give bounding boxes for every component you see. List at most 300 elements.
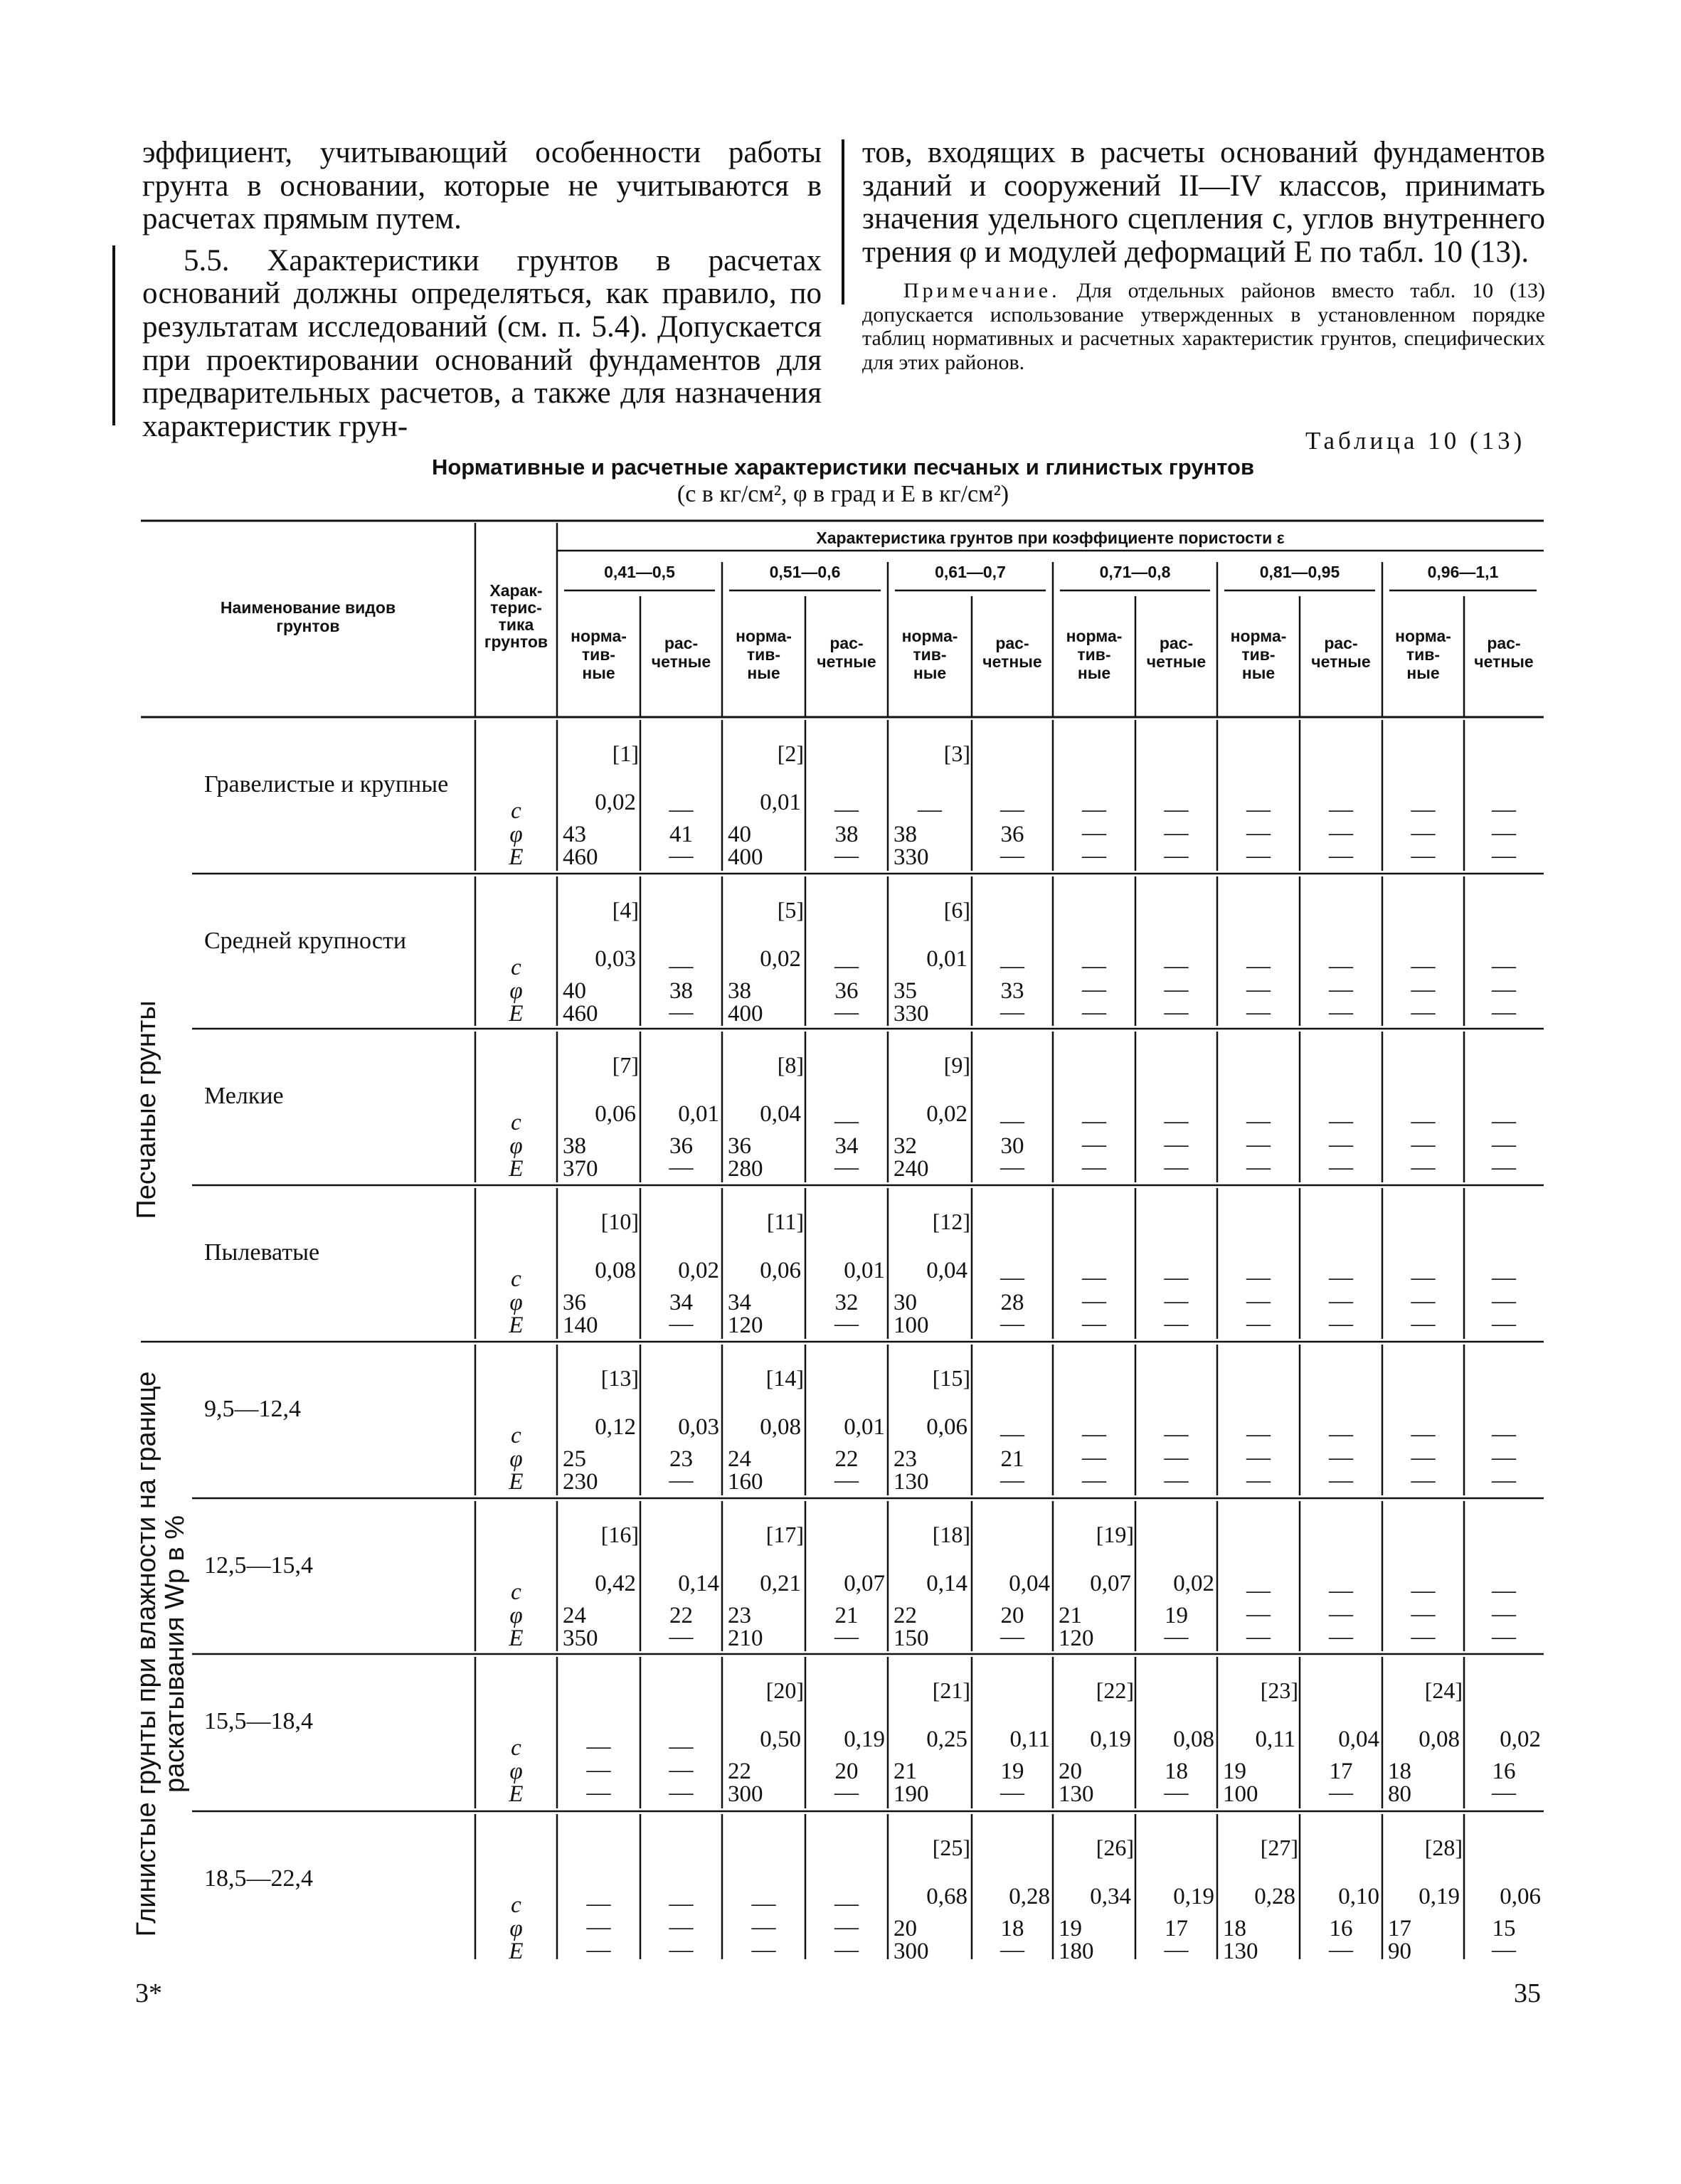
- symbol-phi: φ: [509, 1133, 523, 1159]
- cell-value-c: 0,14: [926, 1571, 967, 1596]
- cell-value-phi: 23: [893, 1446, 917, 1472]
- cell-dash: —: [834, 796, 859, 822]
- symbol-c: c: [511, 1110, 521, 1135]
- cell-value-c: 0,28: [1254, 1884, 1295, 1909]
- cell-value-phi: 41: [669, 822, 693, 847]
- cell-index: [5]: [777, 897, 804, 923]
- cell-value-e: 350: [563, 1626, 598, 1651]
- cell-dash: —: [1246, 1108, 1271, 1134]
- cell-dash: —: [1411, 1623, 1436, 1650]
- cell-dash: —: [1246, 1601, 1271, 1627]
- cell-dash: —: [669, 1914, 694, 1940]
- cell-value-phi: 24: [563, 1603, 586, 1628]
- header-norm: ные: [1406, 664, 1440, 682]
- cell-dash: —: [1492, 953, 1516, 979]
- cell-value-phi: 19: [1000, 1759, 1024, 1784]
- group-label-sand: Песчаные грунты: [132, 1000, 161, 1219]
- cell-index: [19]: [1096, 1522, 1134, 1547]
- cell-dash: —: [1411, 820, 1436, 846]
- paragraph-continuation: эффициент, учитывающий особенности работы грунта в основании, которые не учитываются в расчетах прямым путем.: [142, 136, 822, 236]
- cell-dash: —: [1000, 1108, 1024, 1134]
- cell-value-phi: 35: [893, 978, 917, 1004]
- cell-value-phi: 34: [728, 1290, 751, 1315]
- header-range: 0,61—0,7: [935, 563, 1006, 581]
- cell-dash: —: [834, 953, 859, 979]
- cell-dash: —: [1492, 1623, 1516, 1650]
- cell-value-c: 0,02: [1500, 1727, 1541, 1752]
- header-range: 0,51—0,6: [769, 563, 841, 581]
- table-label: Таблица 10 (13): [1305, 427, 1526, 455]
- cell-value-phi: 21: [1000, 1446, 1024, 1472]
- cell-dash: —: [1246, 1310, 1271, 1337]
- cell-dash: —: [1082, 1310, 1106, 1337]
- cell-value-e: 400: [728, 1001, 763, 1027]
- cell-value-phi: 36: [728, 1133, 751, 1159]
- cell-dash: —: [1492, 1131, 1516, 1157]
- cell-value-c: 0,08: [760, 1414, 801, 1440]
- cell-dash: —: [669, 953, 694, 979]
- cell-value-phi: 19: [1059, 1916, 1082, 1941]
- cell-dash: —: [1246, 999, 1271, 1025]
- cell-value-e: 210: [728, 1626, 763, 1651]
- cell-value-e: 80: [1388, 1781, 1411, 1807]
- cell-dash: —: [1164, 1108, 1189, 1134]
- header-norm: ные: [913, 664, 947, 682]
- cell-value-c: 0,19: [1418, 1884, 1460, 1909]
- cell-dash: —: [669, 1310, 694, 1337]
- cell-dash: —: [1164, 1131, 1189, 1157]
- symbol-e: E: [509, 1626, 524, 1651]
- cell-dash: —: [1246, 1131, 1271, 1157]
- cell-dash: —: [669, 1623, 694, 1650]
- cell-dash: —: [1329, 820, 1353, 846]
- cell-value-c: 0,01: [844, 1414, 885, 1440]
- footer-signature: 3*: [135, 1978, 162, 2008]
- cell-dash: —: [1164, 953, 1189, 979]
- header-group: Характеристика грунтов при коэффициенте пористости ε: [816, 529, 1285, 547]
- cell-dash: —: [1492, 820, 1516, 846]
- cell-value-c: 0,04: [1338, 1727, 1379, 1752]
- cell-dash: —: [1329, 1288, 1353, 1314]
- cell-value-c: 0,25: [926, 1727, 967, 1752]
- cell-dash: —: [1411, 1154, 1436, 1180]
- cell-dash: —: [1329, 999, 1353, 1025]
- cell-value-c: 0,03: [595, 946, 636, 972]
- cell-index: [7]: [612, 1052, 639, 1078]
- cell-dash: —: [751, 1914, 776, 1940]
- cell-dash: —: [1411, 1577, 1436, 1603]
- header-calc: рас-: [995, 634, 1029, 652]
- cell-dash: —: [1246, 1577, 1271, 1603]
- cell-value-phi: 19: [1223, 1759, 1246, 1784]
- group-label-clay-sub: раскатывания Wp в %: [160, 1515, 190, 1793]
- cell-value-c: 0,08: [1418, 1727, 1460, 1752]
- cell-value-phi: 15: [1492, 1916, 1516, 1941]
- cell-dash: —: [669, 842, 694, 869]
- cell-dash: —: [1329, 1467, 1353, 1493]
- cell-dash: —: [1164, 1444, 1189, 1470]
- cell-value-phi: 21: [1059, 1603, 1082, 1628]
- cell-value-phi: 40: [563, 978, 586, 1004]
- cell-value-phi: 20: [1059, 1759, 1082, 1784]
- header-char: Харак-: [489, 581, 543, 600]
- symbol-c: c: [511, 1423, 521, 1448]
- cell-dash: —: [1246, 1264, 1271, 1290]
- cell-value-c: 0,04: [926, 1258, 967, 1283]
- header-char: терис-: [490, 598, 542, 617]
- cell-value-c: 0,02: [678, 1258, 719, 1283]
- cell-dash: —: [1000, 1623, 1024, 1650]
- cell-dash: —: [1329, 842, 1353, 869]
- cell-dash: —: [1246, 1623, 1271, 1650]
- cell-index: [17]: [765, 1522, 804, 1547]
- header-calc: рас-: [664, 634, 699, 652]
- paragraph-5-5: 5.5. Характеристики грунтов в расчетах оснований должны определяться, как правило, по результатам исследований (см. п. 5.4). Допускается при проектировании оснований фундаментов для предварительных расчетов, а также для назначения характеристик грун-: [142, 243, 822, 443]
- symbol-phi: φ: [509, 978, 523, 1004]
- cell-value-e: 460: [563, 1001, 598, 1027]
- cell-value-e: 160: [728, 1469, 763, 1495]
- cell-dash: —: [1164, 1310, 1189, 1337]
- cell-dash: —: [1246, 1154, 1271, 1180]
- cell-value-phi: 34: [669, 1290, 693, 1315]
- cell-value-c: 0,68: [926, 1884, 967, 1909]
- cell-index: [27]: [1260, 1835, 1298, 1860]
- cell-value-e: 300: [893, 1939, 929, 1964]
- symbol-phi: φ: [509, 1759, 523, 1784]
- cell-value-c: 0,01: [760, 790, 801, 815]
- cell-index: [20]: [765, 1677, 804, 1703]
- cell-dash: —: [1411, 1421, 1436, 1447]
- cell-value-phi: 38: [834, 822, 859, 847]
- cell-dash: —: [1492, 1288, 1516, 1314]
- header-calc: четные: [1146, 652, 1207, 671]
- header-norm: тив-: [581, 645, 616, 664]
- cell-value-c: 0,02: [926, 1101, 967, 1127]
- symbol-phi: φ: [509, 1603, 523, 1628]
- cell-value-e: 240: [893, 1156, 929, 1182]
- cell-index: [8]: [777, 1052, 804, 1078]
- cell-value-c: 0,06: [760, 1258, 801, 1283]
- table-title-main: Нормативные и расчетные характеристики песчаных и глинистых грунтов: [431, 455, 1255, 479]
- page-number: 35: [1514, 1978, 1541, 2008]
- header-calc: четные: [1474, 652, 1534, 671]
- header-norm: ные: [747, 664, 780, 682]
- cell-dash: —: [1246, 842, 1271, 869]
- symbol-c: c: [511, 1892, 521, 1918]
- cell-index: [16]: [600, 1522, 639, 1547]
- cell-dash: —: [1082, 1108, 1106, 1134]
- header-calc: четные: [982, 652, 1042, 671]
- cell-value-phi: 16: [1329, 1916, 1353, 1941]
- cell-value-phi: 24: [728, 1446, 751, 1472]
- cell-value-c: 0,19: [1090, 1727, 1131, 1752]
- cell-dash: —: [1164, 999, 1189, 1025]
- cell-value-c: 0,02: [1173, 1571, 1214, 1596]
- cell-dash: —: [1492, 1936, 1516, 1963]
- cell-index: [10]: [600, 1209, 639, 1234]
- cell-dash: —: [1082, 1467, 1106, 1493]
- cell-value-c: 0,01: [926, 946, 967, 972]
- cell-dash: —: [1082, 999, 1106, 1025]
- cell-dash: —: [1164, 1623, 1189, 1650]
- cell-dash: —: [1164, 976, 1189, 1002]
- cell-dash: —: [834, 1779, 859, 1806]
- symbol-e: E: [509, 1781, 524, 1807]
- header-calc: рас-: [1159, 634, 1194, 652]
- header-calc: рас-: [1487, 634, 1521, 652]
- cell-dash: —: [669, 1467, 694, 1493]
- symbol-e: E: [509, 1469, 524, 1495]
- symbol-phi: φ: [509, 1446, 523, 1472]
- cell-value-e: 330: [893, 1001, 929, 1027]
- cell-dash: —: [1492, 1779, 1516, 1806]
- cell-dash: —: [834, 1154, 859, 1180]
- cell-value-c: 0,11: [1009, 1727, 1050, 1752]
- table-subtitle: (c в кг/см², φ в град и E в кг/см²): [677, 481, 1009, 507]
- cell-value-c: 0,34: [1090, 1884, 1131, 1909]
- header-norm: норма-: [1395, 627, 1451, 645]
- cell-dash: —: [586, 1890, 611, 1917]
- cell-index: [15]: [932, 1365, 970, 1391]
- cell-dash: —: [1000, 1467, 1024, 1493]
- cell-dash: —: [1246, 1421, 1271, 1447]
- cell-value-phi: 32: [834, 1290, 859, 1315]
- cell-dash: —: [1411, 1108, 1436, 1134]
- header-range: 0,96—1,1: [1427, 563, 1499, 581]
- cell-value-phi: 38: [893, 822, 917, 847]
- cell-dash: —: [1246, 1444, 1271, 1470]
- cell-value-e: 370: [563, 1156, 598, 1182]
- cell-dash: —: [834, 1890, 859, 1917]
- cell-index: [26]: [1096, 1835, 1134, 1860]
- cell-dash: —: [1246, 796, 1271, 822]
- cell-dash: —: [1164, 1779, 1189, 1806]
- symbol-e: E: [509, 1313, 524, 1338]
- cell-dash: —: [834, 1936, 859, 1963]
- cell-value-c: 0,06: [926, 1414, 967, 1440]
- cell-value-e: 140: [563, 1313, 598, 1338]
- cell-dash: —: [1000, 796, 1024, 822]
- cell-dash: —: [1492, 976, 1516, 1002]
- header-range: 0,81—0,95: [1259, 563, 1340, 581]
- cell-dash: —: [1000, 1310, 1024, 1337]
- cell-value-phi: 36: [669, 1133, 693, 1159]
- cell-index: [25]: [932, 1835, 970, 1860]
- cell-value-e: 300: [728, 1781, 763, 1807]
- cell-value-phi: 38: [669, 978, 693, 1004]
- cell-value-c: 0,12: [595, 1414, 636, 1440]
- cell-dash: —: [834, 842, 859, 869]
- cell-value-phi: 22: [893, 1603, 917, 1628]
- cell-dash: —: [586, 1914, 611, 1940]
- cell-dash: —: [669, 1756, 694, 1783]
- cell-value-phi: 17: [1388, 1916, 1411, 1941]
- cell-value-c: 0,07: [844, 1571, 885, 1596]
- header-range: 0,41—0,5: [604, 563, 675, 581]
- cell-value-phi: 36: [1000, 822, 1024, 847]
- cell-dash: —: [1411, 1288, 1436, 1314]
- cell-value-phi: 18: [1223, 1916, 1246, 1941]
- cell-dash: —: [1411, 1444, 1436, 1470]
- soil-name: Гравелистые и крупные: [204, 771, 449, 797]
- cell-value-phi: 34: [834, 1133, 859, 1159]
- cell-value-c: 0,21: [760, 1571, 801, 1596]
- cell-dash: —: [1082, 1154, 1106, 1180]
- cell-dash: —: [669, 1733, 694, 1759]
- cell-dash: —: [586, 1756, 611, 1783]
- cell-dash: —: [1246, 820, 1271, 846]
- header-calc: четные: [651, 652, 711, 671]
- soil-name: 12,5—15,4: [204, 1552, 313, 1579]
- paragraph-right: тов, входящих в расчеты оснований фундаментов зданий и сооружений II—IV классов, принимать значения удельного сцепления c, углов внутреннего трения φ и модулей деформаций E по табл. 10 (13).: [862, 136, 1545, 269]
- cell-value-e: 400: [728, 844, 763, 870]
- cell-dash: —: [834, 1914, 859, 1940]
- header-norm: тив-: [1077, 645, 1111, 664]
- cell-value-c: 0,19: [1173, 1884, 1214, 1909]
- cell-dash: —: [1329, 1779, 1353, 1806]
- header-norm: ные: [1241, 664, 1276, 682]
- cell-dash: —: [1082, 1264, 1106, 1290]
- cell-dash: —: [1246, 1467, 1271, 1493]
- cell-dash: —: [1246, 1288, 1271, 1314]
- cell-dash: —: [1329, 1108, 1353, 1134]
- cell-value-e: 120: [1059, 1626, 1094, 1651]
- cell-dash: —: [1329, 1601, 1353, 1627]
- cell-value-c: 0,01: [844, 1258, 885, 1283]
- cell-dash: —: [1492, 1310, 1516, 1337]
- cell-dash: —: [669, 999, 694, 1025]
- cell-dash: —: [1492, 1154, 1516, 1180]
- cell-dash: —: [1000, 999, 1024, 1025]
- cell-dash: —: [1246, 976, 1271, 1002]
- cell-value-e: 120: [728, 1313, 763, 1338]
- cell-dash: —: [834, 1310, 859, 1337]
- cell-dash: —: [1492, 1577, 1516, 1603]
- header-name: грунтов: [276, 617, 340, 635]
- cell-value-c: 0,06: [1500, 1884, 1541, 1909]
- header-norm: тив-: [1406, 645, 1441, 664]
- symbol-c: c: [511, 798, 521, 824]
- cell-index: [11]: [766, 1209, 804, 1234]
- cell-dash: —: [586, 1733, 611, 1759]
- symbol-phi: φ: [509, 1290, 523, 1315]
- cell-value-e: 100: [1223, 1781, 1258, 1807]
- cell-dash: —: [1411, 1131, 1436, 1157]
- cell-index: [4]: [612, 897, 639, 923]
- cell-value-c: 0,08: [1173, 1727, 1214, 1752]
- cell-index: [28]: [1424, 1835, 1463, 1860]
- note-label: Примечание.: [903, 279, 1061, 303]
- cell-value-phi: 16: [1492, 1759, 1516, 1784]
- cell-dash: —: [1329, 1577, 1353, 1603]
- header-calc: четные: [1311, 652, 1371, 671]
- cell-dash: —: [1492, 1444, 1516, 1470]
- soil-name: Средней крупности: [204, 928, 407, 954]
- cell-dash: —: [1164, 1467, 1189, 1493]
- cell-value-e: 180: [1059, 1939, 1094, 1964]
- cell-dash: —: [1000, 1264, 1024, 1290]
- cell-value-c: 0,01: [678, 1101, 719, 1127]
- cell-dash: —: [1492, 842, 1516, 869]
- cell-value-phi: 20: [893, 1916, 917, 1941]
- symbol-c: c: [511, 1579, 521, 1605]
- cell-value-phi: 43: [563, 822, 586, 847]
- cell-dash: —: [834, 1623, 859, 1650]
- cell-value-c: 0,11: [1255, 1727, 1295, 1752]
- cell-value-phi: 18: [1388, 1759, 1411, 1784]
- cell-dash: —: [1411, 1601, 1436, 1627]
- header-name: Наименование видов: [220, 598, 396, 617]
- cell-value-e: 130: [1059, 1781, 1094, 1807]
- soil-name: 9,5—12,4: [204, 1396, 301, 1422]
- cell-dash: —: [918, 796, 942, 822]
- cell-index: [13]: [600, 1365, 639, 1391]
- cell-dash: —: [669, 1779, 694, 1806]
- header-char: тика: [498, 615, 534, 634]
- cell-dash: —: [1411, 953, 1436, 979]
- cell-value-phi: 33: [1000, 978, 1024, 1004]
- cell-dash: —: [1164, 1264, 1189, 1290]
- cell-dash: —: [1164, 1936, 1189, 1963]
- cell-dash: —: [1164, 1154, 1189, 1180]
- cell-dash: —: [751, 1936, 776, 1963]
- soil-name: Мелкие: [204, 1083, 284, 1109]
- symbol-c: c: [511, 1735, 521, 1761]
- cell-value-phi: 18: [1165, 1759, 1188, 1784]
- cell-value-phi: 21: [893, 1759, 917, 1784]
- cell-value-c: 0,10: [1338, 1884, 1379, 1909]
- cell-dash: —: [1492, 796, 1516, 822]
- cell-value-phi: 36: [563, 1290, 586, 1315]
- cell-dash: —: [1329, 1444, 1353, 1470]
- cell-value-phi: 23: [728, 1603, 751, 1628]
- symbol-e: E: [509, 1001, 524, 1027]
- cell-dash: —: [1329, 1131, 1353, 1157]
- symbol-c: c: [511, 1266, 521, 1292]
- header-calc: рас-: [829, 634, 864, 652]
- cell-index: [21]: [932, 1677, 970, 1703]
- cell-dash: —: [1164, 1421, 1189, 1447]
- cell-index: [18]: [932, 1522, 970, 1547]
- cell-dash: —: [669, 1890, 694, 1917]
- cell-value-phi: 22: [728, 1759, 751, 1784]
- group-label-clay: Глинистые грунты при влажности на границе: [132, 1371, 161, 1937]
- cell-value-phi: 25: [563, 1446, 586, 1472]
- header-norm: норма-: [901, 627, 958, 645]
- symbol-e: E: [509, 1939, 524, 1964]
- cell-index: [12]: [932, 1209, 970, 1234]
- cell-value-phi: 17: [1165, 1916, 1188, 1941]
- cell-dash: —: [1411, 999, 1436, 1025]
- cell-dash: —: [1329, 976, 1353, 1002]
- cell-dash: —: [1000, 1779, 1024, 1806]
- cell-dash: —: [1000, 953, 1024, 979]
- cell-value-phi: 20: [1000, 1603, 1024, 1628]
- cell-value-c: 0,04: [760, 1101, 801, 1127]
- cell-dash: —: [1329, 1623, 1353, 1650]
- cell-dash: —: [834, 1467, 859, 1493]
- cell-index: [3]: [943, 741, 970, 766]
- cell-dash: —: [1082, 1444, 1106, 1470]
- cell-value-phi: 30: [893, 1290, 917, 1315]
- soil-name: Пылеватые: [204, 1239, 320, 1266]
- cell-dash: —: [1082, 1288, 1106, 1314]
- cell-value-phi: 20: [834, 1759, 859, 1784]
- header-norm: норма-: [1230, 627, 1287, 645]
- header-norm: тив-: [746, 645, 781, 664]
- cell-value-phi: 36: [834, 978, 859, 1004]
- cell-dash: —: [1411, 1467, 1436, 1493]
